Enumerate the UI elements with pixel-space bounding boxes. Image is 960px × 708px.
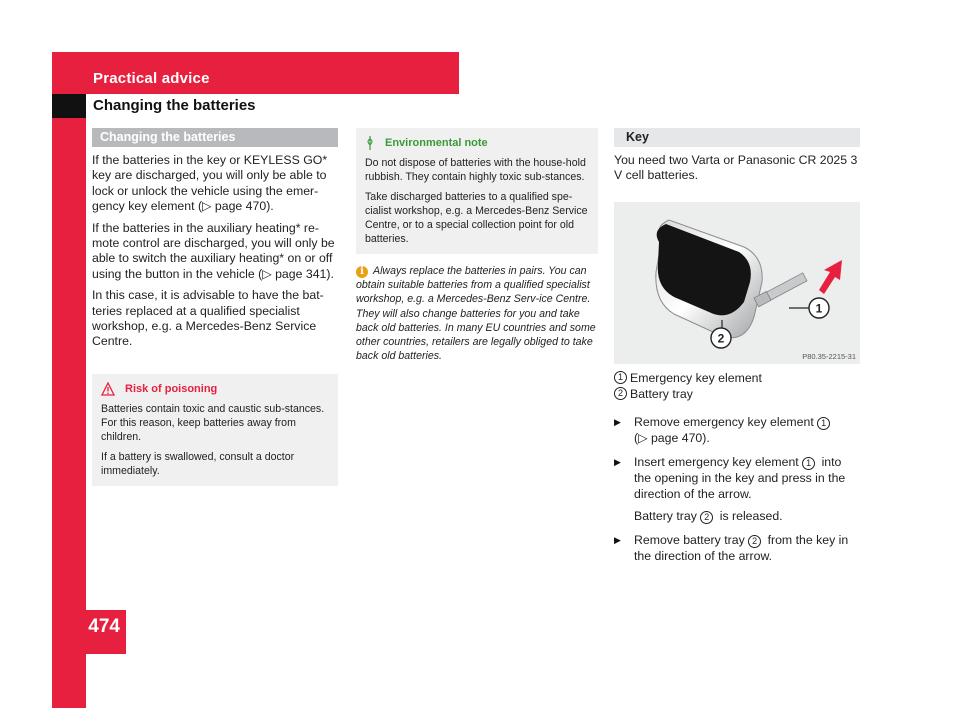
step-arrow-icon: ▶ bbox=[614, 456, 621, 467]
legend-item bbox=[614, 370, 860, 386]
step-text: Remove battery tray bbox=[634, 532, 745, 547]
column-3 bbox=[614, 128, 860, 564]
legend-label: Battery tray bbox=[630, 386, 693, 401]
paragraph: If the batteries in the auxiliary heating* re-mote control are discharged, you will only be able to switch the auxiliary heating* on or off using the button in the vehicle (▷ page 341). bbox=[92, 220, 335, 281]
environmental-note-text: Do not dispose of batteries with the house-hold rubbish. They contain highly toxic sub-stances. bbox=[365, 157, 586, 183]
step-arrow-icon: ▶ bbox=[614, 534, 621, 545]
environment-leaf-icon bbox=[365, 136, 375, 150]
page-link[interactable]: (▷ page 470). bbox=[634, 430, 710, 445]
column-2 bbox=[356, 128, 598, 363]
step-text: Remove emergency key element bbox=[634, 414, 814, 429]
instruction-step bbox=[614, 454, 860, 502]
callout-2: 2 bbox=[717, 331, 725, 346]
environmental-note-title bbox=[365, 136, 589, 150]
warning-title-text: Risk of poisoning bbox=[125, 382, 218, 395]
instruction-step bbox=[614, 532, 860, 564]
key-battery-image bbox=[614, 202, 860, 364]
legend bbox=[614, 370, 860, 402]
legend-item bbox=[614, 386, 860, 402]
column-1 bbox=[92, 128, 338, 486]
instruction-step bbox=[614, 414, 860, 446]
callout-ref: 1 bbox=[802, 457, 815, 470]
callout-ref: 2 bbox=[748, 535, 761, 548]
step-arrow-icon: ▶ bbox=[614, 416, 621, 427]
paragraph: You need two Varta or Panasonic CR 2025 3 V cell batteries. bbox=[614, 153, 858, 183]
result-text: Battery tray bbox=[634, 508, 697, 523]
step-result bbox=[634, 508, 860, 524]
step-text: into the opening in the key and press in the direction of the arrow. bbox=[634, 454, 846, 501]
environmental-note-title-text: Environmental note bbox=[385, 137, 488, 149]
environmental-note-text: Take discharged batteries to a qualified spe-cialist workshop, e.g. a Mercedes-Benz Service Centre, or to a special collection point for old batteries. bbox=[365, 191, 588, 245]
step-text: from the key in the direction of the arrow. bbox=[634, 532, 849, 563]
result-text: is released. bbox=[719, 508, 783, 523]
info-note-text: Always replace the batteries in pairs. You can obtain suitable batteries from a qualified specialist workshop, e.g. a Mercedes-Benz Serv-ice Centre. They will also change batteries for you and take back old batteries. In many EU countries and some other countries, retailers are legally obliged to take back old batteries. bbox=[356, 265, 596, 363]
legend-number: 2 bbox=[614, 387, 627, 400]
callout-1: 1 bbox=[815, 301, 823, 316]
warning-text: Batteries contain toxic and caustic sub-stances. For this reason, keep batteries away from children. bbox=[101, 402, 325, 443]
warning-box bbox=[92, 374, 338, 486]
paragraph: If the batteries in the key or KEYLESS GO* key are discharged, you will only be able to lock or unlock the vehicle using the emer-gency key element (▷ page 470). bbox=[92, 153, 328, 214]
info-icon: i bbox=[356, 266, 368, 278]
chapter-title: Changing the batteries bbox=[93, 97, 256, 114]
section-title: Practical advice bbox=[93, 70, 210, 87]
image-code: P80.35-2215-31 bbox=[802, 351, 856, 361]
page-number: 474 bbox=[88, 616, 120, 637]
paragraph: In this case, it is advisable to have the bat-teries replaced at a qualified specialist workshop, e.g. a Mercedes-Benz Service Centre. bbox=[92, 288, 324, 349]
warning-text: If a battery is swallowed, consult a doctor immediately. bbox=[101, 450, 295, 477]
legend-label: Emergency key element bbox=[630, 370, 762, 385]
callout-ref: 1 bbox=[817, 417, 830, 430]
callout-ref: 2 bbox=[700, 511, 713, 524]
warning-triangle-icon bbox=[101, 382, 115, 396]
section-heading: Key bbox=[614, 128, 860, 147]
warning-title bbox=[101, 382, 329, 396]
info-note bbox=[356, 264, 598, 363]
legend-number: 1 bbox=[614, 371, 627, 384]
step-text: Insert emergency key element bbox=[634, 454, 799, 469]
environmental-note-box bbox=[356, 128, 598, 254]
section-heading: Changing the batteries bbox=[92, 128, 338, 147]
chapter-marker bbox=[52, 94, 86, 118]
key-illustration bbox=[614, 202, 860, 364]
